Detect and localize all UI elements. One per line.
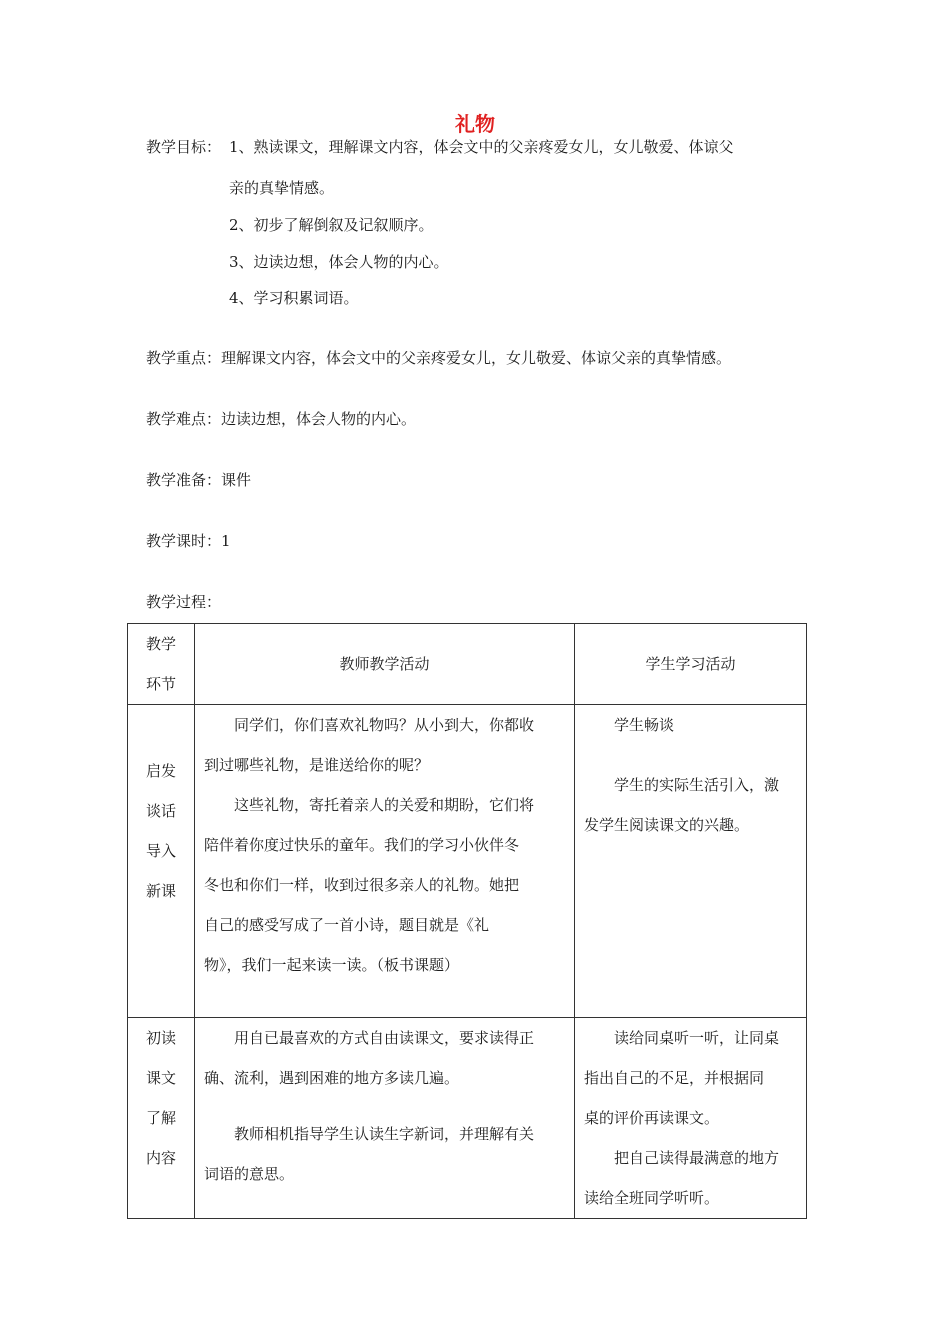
objective-4: 4、学习积累词语。	[229, 289, 359, 307]
objective-3: 3、边读边想，体会人物的内心。	[229, 253, 449, 271]
stage-line: 内容	[145, 1149, 176, 1167]
objective-1-cont: 亲的真挚情感。	[229, 179, 335, 197]
lesson-table	[127, 623, 807, 1219]
stage-line: 课文	[145, 1069, 176, 1087]
student-line: 发学生阅读课文的兴趣。	[584, 816, 750, 834]
header-student: 学生学习活动	[575, 624, 807, 705]
teacher-line: 确、流利，遇到困难的地方多读几遍。	[204, 1069, 460, 1087]
student-line: 桌的评价再读课文。	[584, 1109, 720, 1127]
preparation: 教学准备：课件	[146, 471, 252, 489]
teacher-line: 教师相机指导学生认读生字新词，并理解有关	[234, 1125, 535, 1143]
objectives-label: 教学目标：	[146, 138, 222, 156]
page-title: 礼物	[455, 112, 495, 136]
teacher-line: 物》，我们一起来读一读。（板书课题）	[204, 956, 460, 974]
header-stage-line: 环节	[145, 675, 176, 693]
table-row	[128, 1018, 807, 1219]
stage-line: 导入	[145, 842, 176, 860]
teacher-line: 这些礼物，寄托着亲人的关爱和期盼，它们将	[234, 796, 535, 814]
teacher-line: 用自已最喜欢的方式自由读课文，要求读得正	[234, 1029, 535, 1047]
student-line: 读给同桌听一听，让同桌	[614, 1029, 780, 1047]
student-activity-cell	[575, 1018, 807, 1219]
table-header-row	[128, 624, 807, 705]
process-label: 教学过程：	[146, 593, 222, 611]
teacher-line: 同学们，你们喜欢礼物吗？从小到大，你都收	[234, 716, 535, 734]
teacher-activity-cell	[195, 1018, 575, 1219]
header-stage	[128, 624, 195, 705]
difficulty: 教学难点：边读边想，体会人物的内心。	[146, 410, 417, 428]
teacher-line: 自己的感受写成了一首小诗，题目就是《礼	[204, 916, 490, 934]
teacher-activity-cell	[195, 705, 575, 1018]
teacher-line: 词语的意思。	[204, 1165, 295, 1183]
stage-line: 了解	[145, 1109, 176, 1127]
stage-cell	[128, 705, 195, 1018]
stage-line: 谈话	[145, 802, 176, 820]
stage-line: 启发	[145, 762, 176, 780]
student-line: 读给全班同学听听。	[584, 1189, 720, 1207]
table-row	[128, 705, 807, 1018]
key-point: 教学重点：理解课文内容，体会文中的父亲疼爱女儿，女儿敬爱、体谅父亲的真挚情感。	[146, 349, 732, 367]
stage-line: 初读	[145, 1029, 176, 1047]
objective-1: 1、熟读课文，理解课文内容，体会文中的父亲疼爱女儿，女儿敬爱、体谅父	[229, 138, 734, 156]
header-teacher: 教师教学活动	[195, 624, 575, 705]
stage-cell	[128, 1018, 195, 1219]
student-activity-cell	[575, 705, 807, 1018]
teacher-line: 冬也和你们一样，收到过很多亲人的礼物。她把	[204, 876, 520, 894]
header-stage-line: 教学	[145, 635, 176, 653]
objective-2: 2、初步了解倒叙及记叙顺序。	[229, 216, 434, 234]
stage-line: 新课	[145, 882, 176, 900]
teacher-line: 到过哪些礼物，是谁送给你的呢？	[204, 756, 430, 774]
student-line: 学生畅谈	[614, 716, 675, 734]
periods: 教学课时：1	[146, 532, 231, 550]
student-line: 指出自己的不足，并根据同	[584, 1069, 765, 1087]
student-line: 学生的实际生活引入，激	[614, 776, 780, 794]
student-line: 把自己读得最满意的地方	[614, 1149, 780, 1167]
teacher-line: 陪伴着你度过快乐的童年。我们的学习小伙伴冬	[204, 836, 520, 854]
